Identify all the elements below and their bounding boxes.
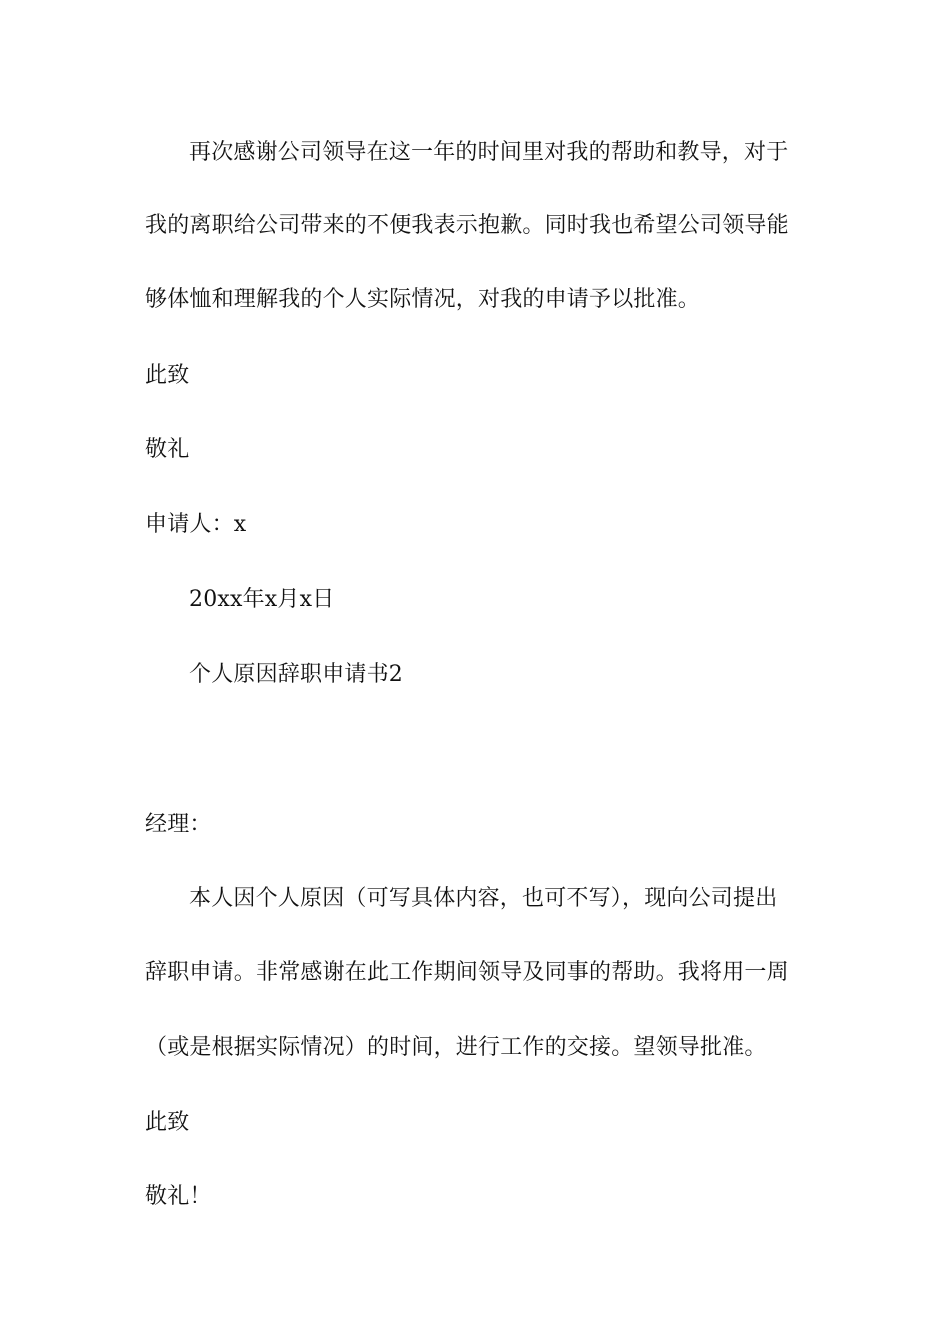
paragraph-line: 辞职申请。非常感谢在此工作期间领导及同事的帮助。我将用一周 (145, 960, 789, 985)
closing-salute: 敬礼 (145, 437, 190, 462)
paragraph-line: 本人因个人原因（可写具体内容，也可不写），现向公司提出 (189, 886, 778, 911)
paragraph-line: （或是根据实际情况）的时间，进行工作的交接。望领导批准。 (145, 1035, 767, 1060)
closing-greeting: 此致 (145, 1110, 190, 1135)
date-line: 20xx年x月x日 (189, 587, 335, 612)
paragraph-line: 够体恤和理解我的个人实际情况，对我的申请予以批准。 (145, 287, 701, 312)
letter-title: 个人原因辞职申请书2 (189, 662, 403, 687)
closing-greeting: 此致 (145, 363, 190, 388)
paragraph-line: 我的离职给公司带来的不便我表示抱歉。同时我也希望公司领导能 (145, 213, 789, 238)
applicant-line: 申请人：x (145, 512, 247, 537)
salutation: 经理： (145, 812, 212, 837)
paragraph-line: 再次感谢公司领导在这一年的时间里对我的帮助和教导，对于 (189, 140, 789, 165)
closing-salute: 敬礼！ (145, 1184, 212, 1209)
